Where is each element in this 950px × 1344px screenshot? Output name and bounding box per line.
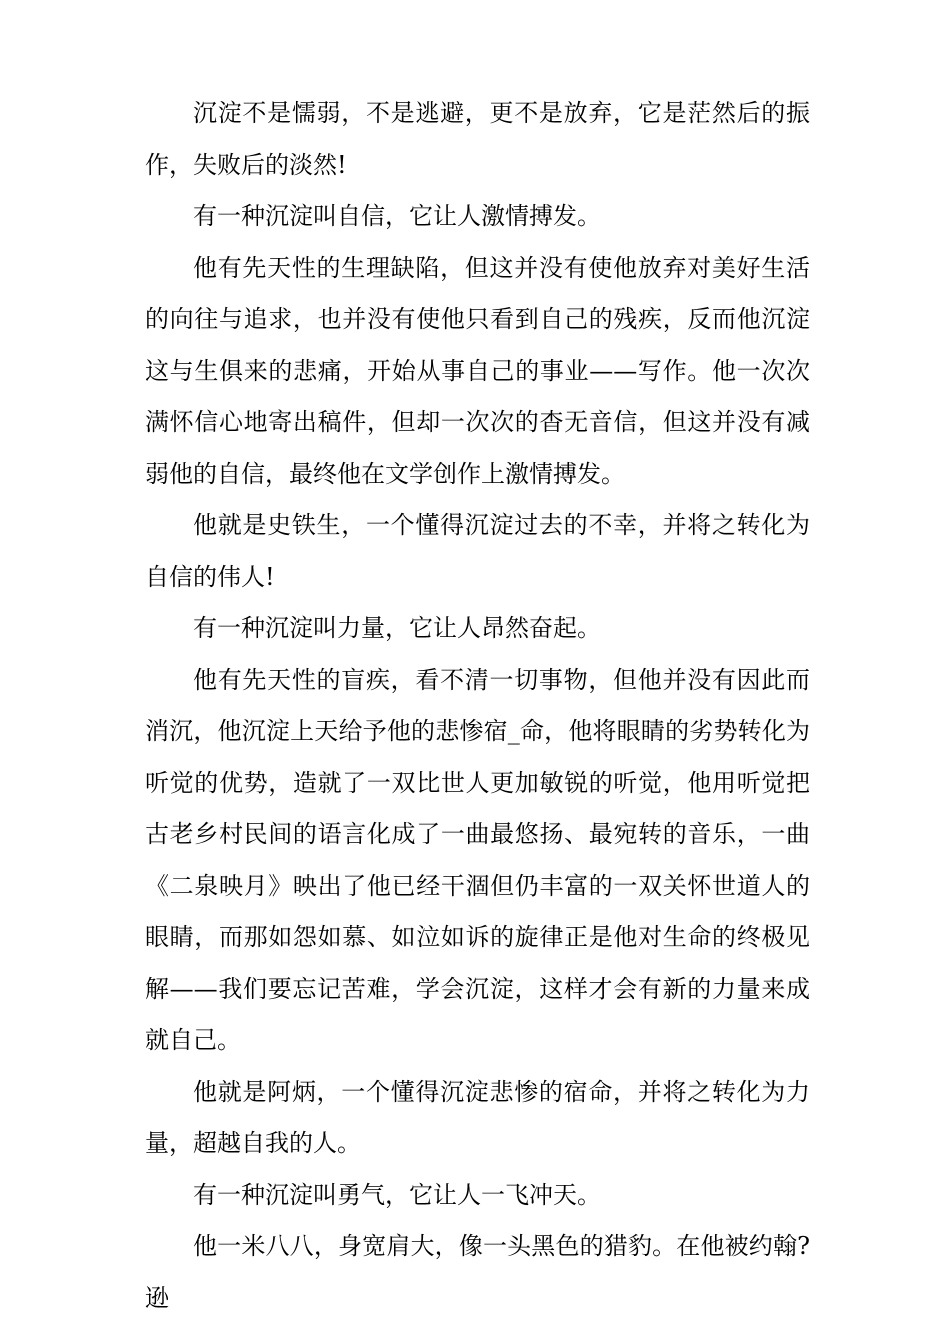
- paragraph: 他有先天性的盲疾，看不清一切事物，但他并没有因此而消沉，他沉淀上天给予他的悲惨宿_命，他将眼睛的劣势转化为听觉的优势，造就了一双比世人更加敏锐的听觉，他用听觉把古老乡村民间的语言化成了一曲最悠扬、最宛转的音乐，一曲《二泉映月》映出了他已经干涸但仍丰富的一双关怀世道人的眼睛，而那如怨如慕、如泣如诉的旋律正是他对生命的终极见解——我们要忘记苦难，学会沉淀，这样才会有新的力量来成就自己。: [145, 665, 810, 1054]
- paragraph: 他就是阿炳，一个懂得沉淀悲惨的宿命，并将之转化为力量，超越自我的人。: [145, 1077, 810, 1157]
- paragraph: 有一种沉淀叫力量，它让人昂然奋起。: [193, 614, 601, 642]
- paragraph: 他有先天性的生理缺陷，但这并没有使他放弃对美好生活的向往与追求，也并没有使他只看到自己的残疾，反而他沉淀这与生俱来的悲痛，开始从事自己的事业——写作。他一次次满怀信心地寄出稿件，但却一次次的杳无音信，但这并没有减弱他的自信，最终他在文学创作上激情搏发。: [145, 253, 810, 488]
- document-page: [145, 88, 810, 1324]
- paragraph: 有一种沉淀叫自信，它让人激情搏发。: [193, 202, 601, 230]
- paragraph: 他一米八八，身宽肩大，像一头黑色的猎豹。在他被约翰?逊: [145, 1232, 810, 1312]
- paragraph: 他就是史铁生，一个懂得沉淀过去的不幸，并将之转化为自信的伟人!: [145, 511, 810, 591]
- paragraph: 沉淀不是懦弱，不是逃避，更不是放弃，它是茫然后的振作，失败后的淡然!: [145, 99, 810, 179]
- paragraph: 有一种沉淀叫勇气，它让人一飞冲天。: [193, 1180, 601, 1209]
